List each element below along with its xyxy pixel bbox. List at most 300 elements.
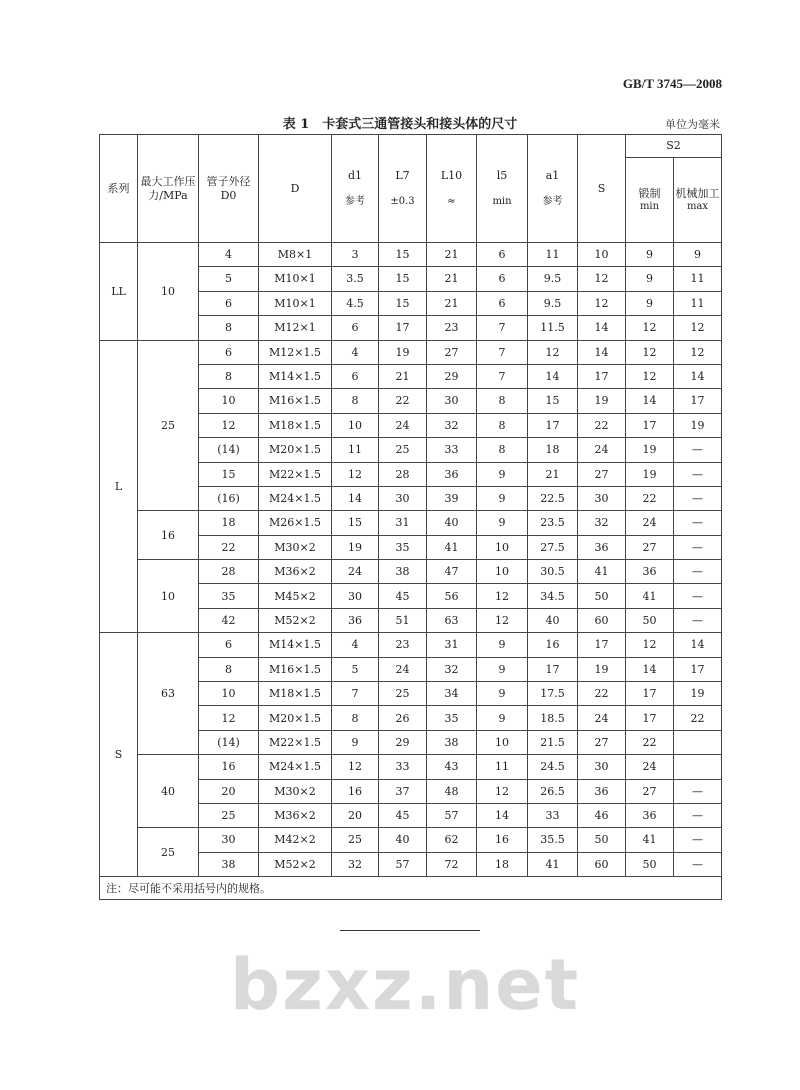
d1-cell: 8 <box>332 706 379 730</box>
l10-cell: 36 <box>427 462 477 486</box>
d1-cell: 12 <box>332 755 379 779</box>
d1-cell: 6 <box>332 364 379 388</box>
l10-cell: 41 <box>427 535 477 559</box>
header-a1 <box>528 135 578 243</box>
tube-od-cell: 12 <box>199 413 259 437</box>
l7-cell: 26 <box>379 706 427 730</box>
l10-label: L10 <box>440 169 463 183</box>
s2-machined-cell: — <box>674 486 722 510</box>
l5-cell: 9 <box>477 486 528 510</box>
s2-forged-cell: 41 <box>626 584 674 608</box>
a1-cell: 26.5 <box>528 779 578 803</box>
s2-machined-cell: 19 <box>674 682 722 706</box>
forged-sub: min <box>639 200 660 212</box>
l7-cell: 15 <box>379 243 427 267</box>
d1-label: d1 <box>347 169 363 183</box>
l7-cell: 15 <box>379 267 427 291</box>
pressure-cell: 25 <box>138 340 199 511</box>
s-cell: 60 <box>578 608 626 632</box>
l10-cell: 21 <box>427 291 477 315</box>
l5-cell: 8 <box>477 389 528 413</box>
s-cell: 19 <box>578 389 626 413</box>
l5-cell: 9 <box>477 462 528 486</box>
s2-forged-cell: 17 <box>626 413 674 437</box>
s2-forged-cell: 19 <box>626 462 674 486</box>
tube-od-cell: 10 <box>199 682 259 706</box>
l7-cell: 38 <box>379 560 427 584</box>
d1-cell: 10 <box>332 413 379 437</box>
watermark: bzxz.net <box>230 944 581 1026</box>
s-cell: 30 <box>578 486 626 510</box>
l10-cell: 56 <box>427 584 477 608</box>
a1-cell: 41 <box>528 852 578 876</box>
s2-forged-cell: 22 <box>626 486 674 510</box>
a1-cell: 33 <box>528 803 578 827</box>
l5-cell: 8 <box>477 438 528 462</box>
s2-machined-cell: 22 <box>674 706 722 730</box>
thread-cell: M30×2 <box>259 535 332 559</box>
table-row <box>100 340 722 364</box>
l10-cell: 40 <box>427 511 477 535</box>
l10-cell: 21 <box>427 267 477 291</box>
a1-cell: 40 <box>528 608 578 632</box>
l5-cell: 18 <box>477 852 528 876</box>
s-cell: 22 <box>578 413 626 437</box>
l10-cell: 43 <box>427 755 477 779</box>
s-cell: 27 <box>578 462 626 486</box>
l10-cell: 35 <box>427 706 477 730</box>
l5-cell: 16 <box>477 828 528 852</box>
l5-cell: 9 <box>477 706 528 730</box>
s2-machined-cell: 14 <box>674 633 722 657</box>
l10-cell: 23 <box>427 316 477 340</box>
thread-cell: M18×1.5 <box>259 682 332 706</box>
s-cell: 41 <box>578 560 626 584</box>
l7-cell: 31 <box>379 511 427 535</box>
l7-cell: 45 <box>379 584 427 608</box>
s2-forged-cell: 14 <box>626 657 674 681</box>
tube-od-cell: 6 <box>199 291 259 315</box>
table-title: 表 1 卡套式三通管接头和接头体的尺寸 <box>282 117 518 132</box>
tube-od-cell: 15 <box>199 462 259 486</box>
d1-cell: 4 <box>332 633 379 657</box>
tube-od-cell: 8 <box>199 316 259 340</box>
header-forged <box>626 158 674 243</box>
thread-cell: M16×1.5 <box>259 657 332 681</box>
a1-cell: 24.5 <box>528 755 578 779</box>
a1-cell: 15 <box>528 389 578 413</box>
l7-cell: 19 <box>379 340 427 364</box>
l7-cell: 51 <box>379 608 427 632</box>
machined-sub: max <box>686 200 709 212</box>
thread-cell: M52×2 <box>259 608 332 632</box>
s2-machined-cell <box>674 730 722 754</box>
s2-forged-cell: 12 <box>626 633 674 657</box>
header-pressure: 最大工作压力/MPa <box>138 135 199 243</box>
s2-machined-cell: 11 <box>674 267 722 291</box>
header-s2: S2 <box>626 135 722 158</box>
a1-cell: 11 <box>528 243 578 267</box>
thread-cell: M8×1 <box>259 243 332 267</box>
thread-cell: M20×1.5 <box>259 706 332 730</box>
l5-cell: 9 <box>477 682 528 706</box>
l10-cell: 57 <box>427 803 477 827</box>
l10-cell: 63 <box>427 608 477 632</box>
l5-sub: min <box>492 195 512 207</box>
a1-cell: 11.5 <box>528 316 578 340</box>
d1-cell: 12 <box>332 462 379 486</box>
pressure-cell: 25 <box>138 828 199 877</box>
a1-cell: 18.5 <box>528 706 578 730</box>
a1-cell: 17.5 <box>528 682 578 706</box>
l5-cell: 10 <box>477 535 528 559</box>
l5-cell: 10 <box>477 730 528 754</box>
a1-cell: 30.5 <box>528 560 578 584</box>
s2-forged-cell: 24 <box>626 511 674 535</box>
s2-machined-cell: 11 <box>674 291 722 315</box>
tube-od-cell: 30 <box>199 828 259 852</box>
l10-cell: 33 <box>427 438 477 462</box>
header-l7 <box>379 135 427 243</box>
l7-cell: 17 <box>379 316 427 340</box>
a1-cell: 9.5 <box>528 267 578 291</box>
a1-cell: 17 <box>528 657 578 681</box>
thread-cell: M10×1 <box>259 267 332 291</box>
s2-forged-cell: 17 <box>626 682 674 706</box>
s2-forged-cell: 14 <box>626 389 674 413</box>
thread-cell: M22×1.5 <box>259 462 332 486</box>
tube-od-cell: 38 <box>199 852 259 876</box>
a1-cell: 23.5 <box>528 511 578 535</box>
l5-cell: 12 <box>477 584 528 608</box>
l7-cell: 24 <box>379 413 427 437</box>
table-row <box>100 828 722 852</box>
l5-cell: 12 <box>477 608 528 632</box>
s-cell: 30 <box>578 755 626 779</box>
footer-rule <box>340 930 480 931</box>
s2-forged-cell: 27 <box>626 535 674 559</box>
a1-sub: 参考 <box>542 195 563 207</box>
thread-cell: M20×1.5 <box>259 438 332 462</box>
s-cell: 12 <box>578 291 626 315</box>
s-cell: 10 <box>578 243 626 267</box>
s2-forged-cell: 12 <box>626 340 674 364</box>
tube-od-cell: 8 <box>199 657 259 681</box>
a1-cell: 14 <box>528 364 578 388</box>
l10-cell: 27 <box>427 340 477 364</box>
forged-label: 锻制 <box>638 187 661 201</box>
s2-machined-cell: 12 <box>674 316 722 340</box>
s2-forged-cell: 50 <box>626 852 674 876</box>
s2-machined-cell: 17 <box>674 657 722 681</box>
d1-cell: 7 <box>332 682 379 706</box>
tube-od-cell: 28 <box>199 560 259 584</box>
s2-machined-cell: — <box>674 438 722 462</box>
a1-label: a1 <box>545 169 560 183</box>
l5-cell: 9 <box>477 633 528 657</box>
d1-cell: 6 <box>332 316 379 340</box>
l10-sub: ≈ <box>447 195 456 207</box>
l10-cell: 38 <box>427 730 477 754</box>
thread-cell: M42×2 <box>259 828 332 852</box>
a1-cell: 27.5 <box>528 535 578 559</box>
l7-cell: 15 <box>379 291 427 315</box>
d1-cell: 15 <box>332 511 379 535</box>
l10-cell: 21 <box>427 243 477 267</box>
l10-cell: 72 <box>427 852 477 876</box>
thread-cell: M36×2 <box>259 560 332 584</box>
pressure-cell: 63 <box>138 633 199 755</box>
d1-sub: 参考 <box>345 195 365 207</box>
tube-od-cell: (14) <box>199 438 259 462</box>
a1-cell: 21 <box>528 462 578 486</box>
l5-cell: 7 <box>477 340 528 364</box>
header-s: S <box>578 135 626 243</box>
tube-od-cell: 20 <box>199 779 259 803</box>
a1-cell: 12 <box>528 340 578 364</box>
machined-label: 机械加工 <box>675 187 720 201</box>
thread-cell: M12×1 <box>259 316 332 340</box>
header-series: 系列 <box>100 135 138 243</box>
s-cell: 36 <box>578 535 626 559</box>
s2-forged-cell: 27 <box>626 779 674 803</box>
l5-cell: 8 <box>477 413 528 437</box>
a1-cell: 18 <box>528 438 578 462</box>
s2-machined-cell: — <box>674 584 722 608</box>
s-cell: 50 <box>578 828 626 852</box>
d1-cell: 20 <box>332 803 379 827</box>
d1-cell: 32 <box>332 852 379 876</box>
d1-cell: 24 <box>332 560 379 584</box>
s2-forged-cell: 24 <box>626 755 674 779</box>
d1-cell: 5 <box>332 657 379 681</box>
a1-cell: 21.5 <box>528 730 578 754</box>
l5-cell: 9 <box>477 511 528 535</box>
s-cell: 32 <box>578 511 626 535</box>
l7-label: L7 <box>395 169 410 183</box>
d1-cell: 36 <box>332 608 379 632</box>
l5-cell: 10 <box>477 560 528 584</box>
s-cell: 17 <box>578 364 626 388</box>
s-cell: 14 <box>578 316 626 340</box>
s2-machined-cell: — <box>674 608 722 632</box>
s2-machined-cell: 19 <box>674 413 722 437</box>
header-thread: D <box>259 135 332 243</box>
s-cell: 27 <box>578 730 626 754</box>
d1-cell: 3 <box>332 243 379 267</box>
l5-cell: 6 <box>477 267 528 291</box>
standard-number: GB/T 3745—2008 <box>622 76 722 91</box>
a1-cell: 16 <box>528 633 578 657</box>
header-machined <box>674 158 722 243</box>
s2-forged-cell: 12 <box>626 364 674 388</box>
s-cell: 24 <box>578 438 626 462</box>
s2-machined-cell: — <box>674 511 722 535</box>
header-l5 <box>477 135 528 243</box>
l10-cell: 47 <box>427 560 477 584</box>
l7-cell: 24 <box>379 657 427 681</box>
l7-cell: 45 <box>379 803 427 827</box>
table-note: 注：尽可能不采用括号内的规格。 <box>100 877 722 900</box>
s2-forged-cell: 36 <box>626 560 674 584</box>
tube-od-cell: 18 <box>199 511 259 535</box>
s2-machined-cell: — <box>674 560 722 584</box>
s-cell: 60 <box>578 852 626 876</box>
l10-cell: 62 <box>427 828 477 852</box>
thread-cell: M30×2 <box>259 779 332 803</box>
table-row <box>100 511 722 535</box>
l7-cell: 57 <box>379 852 427 876</box>
thread-cell: M10×1 <box>259 291 332 315</box>
s-cell: 22 <box>578 682 626 706</box>
d1-cell: 14 <box>332 486 379 510</box>
d1-cell: 4 <box>332 340 379 364</box>
thread-cell: M26×1.5 <box>259 511 332 535</box>
thread-cell: M45×2 <box>259 584 332 608</box>
pressure-cell: 16 <box>138 511 199 560</box>
l7-cell: 25 <box>379 682 427 706</box>
l7-cell: 25 <box>379 438 427 462</box>
thread-cell: M24×1.5 <box>259 486 332 510</box>
series-cell: L <box>100 340 138 633</box>
a1-cell: 22.5 <box>528 486 578 510</box>
s2-machined-cell: 12 <box>674 340 722 364</box>
tube-od-cell: 42 <box>199 608 259 632</box>
l10-cell: 48 <box>427 779 477 803</box>
tube-od-cell: 4 <box>199 243 259 267</box>
thread-cell: M24×1.5 <box>259 755 332 779</box>
s2-forged-cell: 9 <box>626 291 674 315</box>
tube-od-cell: 35 <box>199 584 259 608</box>
s-cell: 17 <box>578 633 626 657</box>
s2-machined-cell: 14 <box>674 364 722 388</box>
l5-cell: 6 <box>477 243 528 267</box>
s2-forged-cell: 17 <box>626 706 674 730</box>
l7-cell: 35 <box>379 535 427 559</box>
thread-cell: M52×2 <box>259 852 332 876</box>
l10-cell: 32 <box>427 413 477 437</box>
header-d1 <box>332 135 379 243</box>
tube-od-cell: 10 <box>199 389 259 413</box>
s-cell: 19 <box>578 657 626 681</box>
s2-forged-cell: 9 <box>626 243 674 267</box>
l5-cell: 14 <box>477 803 528 827</box>
l7-sub: ±0.3 <box>390 195 415 207</box>
thread-cell: M36×2 <box>259 803 332 827</box>
l7-cell: 28 <box>379 462 427 486</box>
l10-cell: 39 <box>427 486 477 510</box>
s-cell: 50 <box>578 584 626 608</box>
s2-machined-cell: — <box>674 803 722 827</box>
d1-cell: 30 <box>332 584 379 608</box>
l5-cell: 12 <box>477 779 528 803</box>
tube-od-cell: 12 <box>199 706 259 730</box>
dimensions-table <box>99 134 722 900</box>
s2-forged-cell: 22 <box>626 730 674 754</box>
a1-cell: 9.5 <box>528 291 578 315</box>
series-cell: LL <box>100 243 138 341</box>
s-cell: 24 <box>578 706 626 730</box>
thread-cell: M14×1.5 <box>259 364 332 388</box>
s2-machined-cell: 9 <box>674 243 722 267</box>
d1-cell: 4.5 <box>332 291 379 315</box>
l7-cell: 30 <box>379 486 427 510</box>
d1-cell: 11 <box>332 438 379 462</box>
d1-cell: 19 <box>332 535 379 559</box>
header-tube-od: 管子外径 D0 <box>199 135 259 243</box>
d1-cell: 25 <box>332 828 379 852</box>
s2-machined-cell: — <box>674 852 722 876</box>
l7-cell: 40 <box>379 828 427 852</box>
header-l10 <box>427 135 477 243</box>
table-row <box>100 633 722 657</box>
pressure-cell: 10 <box>138 560 199 633</box>
pressure-cell: 40 <box>138 755 199 828</box>
s-cell: 46 <box>578 803 626 827</box>
s2-forged-cell: 9 <box>626 267 674 291</box>
s2-machined-cell: — <box>674 535 722 559</box>
table-row <box>100 243 722 267</box>
a1-cell: 35.5 <box>528 828 578 852</box>
tube-od-cell: 16 <box>199 755 259 779</box>
l10-cell: 32 <box>427 657 477 681</box>
thread-cell: M16×1.5 <box>259 389 332 413</box>
s2-forged-cell: 12 <box>626 316 674 340</box>
l7-cell: 22 <box>379 389 427 413</box>
l7-cell: 33 <box>379 755 427 779</box>
s2-forged-cell: 19 <box>626 438 674 462</box>
s2-machined-cell <box>674 755 722 779</box>
d1-cell: 16 <box>332 779 379 803</box>
l10-cell: 34 <box>427 682 477 706</box>
l7-cell: 21 <box>379 364 427 388</box>
tube-od-cell: 8 <box>199 364 259 388</box>
thread-cell: M22×1.5 <box>259 730 332 754</box>
l5-cell: 11 <box>477 755 528 779</box>
thread-cell: M18×1.5 <box>259 413 332 437</box>
l5-label: l5 <box>496 169 508 183</box>
a1-cell: 34.5 <box>528 584 578 608</box>
s2-machined-cell: 17 <box>674 389 722 413</box>
series-cell: S <box>100 633 138 877</box>
d1-cell: 8 <box>332 389 379 413</box>
thread-cell: M14×1.5 <box>259 633 332 657</box>
unit-label: 单位为毫米 <box>665 118 720 131</box>
a1-cell: 17 <box>528 413 578 437</box>
tube-od-cell: 6 <box>199 633 259 657</box>
l10-cell: 29 <box>427 364 477 388</box>
l5-cell: 6 <box>477 291 528 315</box>
s-cell: 14 <box>578 340 626 364</box>
tube-od-cell: 22 <box>199 535 259 559</box>
table-row <box>100 560 722 584</box>
l5-cell: 9 <box>477 657 528 681</box>
table-row <box>100 755 722 779</box>
d1-cell: 9 <box>332 730 379 754</box>
tube-od-cell: (16) <box>199 486 259 510</box>
l7-cell: 23 <box>379 633 427 657</box>
s2-machined-cell: — <box>674 462 722 486</box>
l5-cell: 7 <box>477 316 528 340</box>
pressure-cell: 10 <box>138 243 199 341</box>
s-cell: 36 <box>578 779 626 803</box>
l5-cell: 7 <box>477 364 528 388</box>
l7-cell: 37 <box>379 779 427 803</box>
s2-machined-cell: — <box>674 828 722 852</box>
s2-forged-cell: 36 <box>626 803 674 827</box>
s2-machined-cell: — <box>674 779 722 803</box>
tube-od-cell: 6 <box>199 340 259 364</box>
